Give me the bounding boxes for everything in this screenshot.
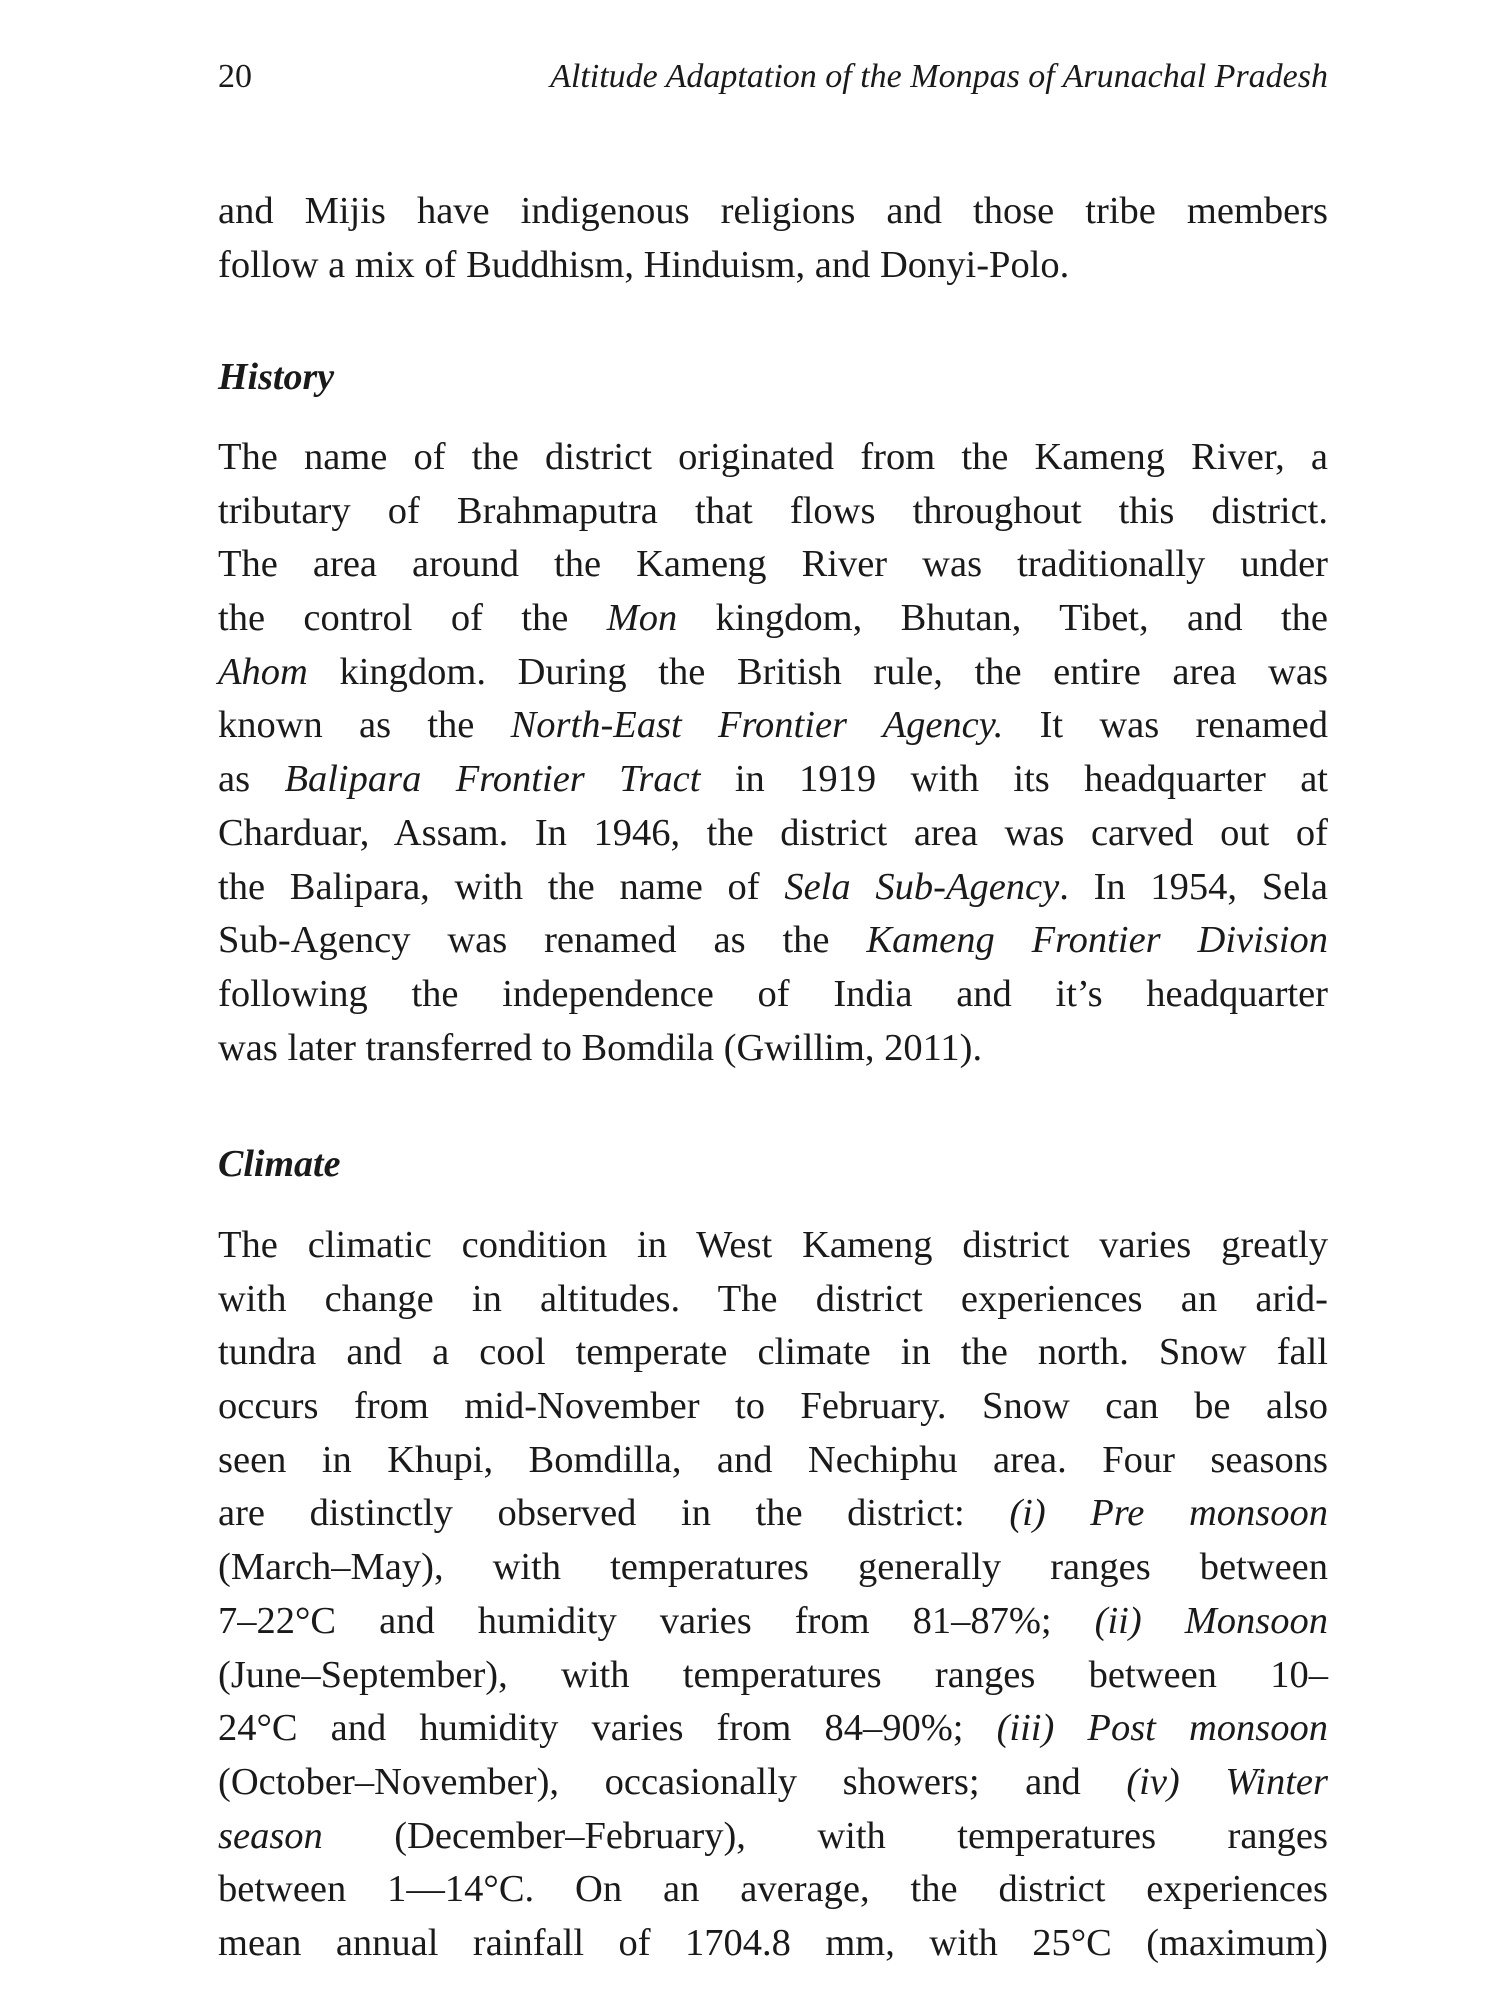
text-line <box>218 753 1328 807</box>
text-segment: and Mijis have indigenous religions and those tribe members <box>218 190 1328 232</box>
text-line <box>218 1917 1328 1971</box>
text-segment: as <box>218 758 285 801</box>
italic-text: North-East Frontier Agency. <box>510 704 1004 747</box>
text-line <box>218 1380 1328 1434</box>
climate-paragraph <box>218 1219 1328 1971</box>
text-line <box>218 1702 1328 1756</box>
text-segment: (December–February), with temperatures ranges <box>322 1814 1328 1857</box>
text-segment: tundra and a cool temperate climate in the north. Snow fall <box>218 1331 1328 1374</box>
text-segment: Sub-Agency was renamed as the <box>218 919 867 962</box>
history-heading: History <box>218 356 335 398</box>
italic-text: Sela Sub-Agency <box>784 865 1060 908</box>
text-segment: the control of the <box>218 597 607 640</box>
text-line <box>218 185 1328 239</box>
italic-text: Kameng Frontier Division <box>866 919 1328 962</box>
text-line <box>218 861 1328 915</box>
text-segment: following the independence of India and it’s headquarter <box>218 972 1328 1015</box>
text-segment: known as the <box>218 704 511 747</box>
climate-heading: Climate <box>218 1143 341 1185</box>
text-segment: The area around the Kameng River was traditionally under <box>218 543 1328 586</box>
italic-text: season <box>218 1814 323 1857</box>
italic-text: (ii) Monsoon <box>1094 1599 1329 1642</box>
text-line <box>218 968 1328 1022</box>
text-line <box>218 239 1328 293</box>
text-line <box>218 485 1328 539</box>
text-line <box>218 699 1328 753</box>
text-segment: 24°C and humidity varies from 84–90%; <box>218 1707 997 1750</box>
text-segment: seen in Khupi, Bomdilla, and Nechiphu area. Four seasons <box>218 1438 1328 1481</box>
italic-text: (i) Pre monsoon <box>1009 1492 1328 1535</box>
italic-text: Balipara Frontier Tract <box>284 758 701 801</box>
text-line <box>218 1595 1328 1649</box>
text-segment: are distinctly observed in the district: <box>218 1492 1010 1535</box>
text-segment: was later transferred to Bomdila (Gwillim, 2011). <box>218 1026 983 1069</box>
text-line <box>218 1219 1328 1273</box>
italic-text: Ahom <box>218 650 308 693</box>
text-segment: It was renamed <box>1003 704 1328 747</box>
text-line <box>218 1326 1328 1380</box>
text-segment: occurs from mid-November to February. Snow can be also <box>218 1385 1328 1428</box>
text-line <box>218 1273 1328 1327</box>
italic-text: Mon <box>606 597 678 640</box>
text-line <box>218 592 1328 646</box>
text-segment: The name of the district originated from the Kameng River, a <box>218 436 1328 478</box>
text-segment: kingdom, Bhutan, Tibet, and the <box>677 597 1328 640</box>
text-line <box>218 1022 1328 1076</box>
text-segment: The climatic condition in West Kameng district varies greatly <box>218 1224 1328 1266</box>
running-title: Altitude Adaptation of the Monpas of Arunachal Pradesh <box>550 58 1328 95</box>
text-segment: 7–22°C and humidity varies from 81–87%; <box>218 1599 1095 1642</box>
text-segment: (October–November), occasionally showers; and <box>218 1760 1127 1803</box>
text-segment: in 1919 with its headquarter at <box>700 758 1328 801</box>
text-line <box>218 538 1328 592</box>
text-segment: tributary of Brahmaputra that flows throughout this district. <box>218 489 1328 532</box>
running-header <box>218 58 1328 104</box>
history-paragraph <box>218 431 1328 1075</box>
text-segment: the Balipara, with the name of <box>218 865 785 908</box>
text-line <box>218 807 1328 861</box>
text-line <box>218 431 1328 485</box>
text-segment: follow a mix of Buddhism, Hinduism, and Donyi-Polo. <box>218 243 1070 286</box>
page-number: 20 <box>218 58 252 95</box>
text-segment: (March–May), with temperatures generally ranges between <box>218 1546 1328 1589</box>
text-line <box>218 1756 1328 1810</box>
text-segment: kingdom. During the British rule, the entire area was <box>307 650 1328 693</box>
text-line <box>218 914 1328 968</box>
text-line <box>218 1810 1328 1864</box>
text-segment: mean annual rainfall of 1704.8 mm, with 25°C (maximum) <box>218 1921 1328 1964</box>
text-line <box>218 1541 1328 1595</box>
text-segment: between 1—14°C. On an average, the district experiences <box>218 1868 1328 1911</box>
text-line <box>218 1487 1328 1541</box>
text-segment: (June–September), with temperatures ranges between 10– <box>218 1653 1328 1696</box>
text-segment: Charduar, Assam. In 1946, the district area was carved out of <box>218 811 1328 854</box>
intro-paragraph <box>218 185 1328 292</box>
italic-text: (iv) Winter <box>1126 1760 1328 1803</box>
text-line <box>218 646 1328 700</box>
italic-text: (iii) Post monsoon <box>996 1707 1329 1750</box>
text-line <box>218 1863 1328 1917</box>
text-segment: . In 1954, Sela <box>1059 865 1328 908</box>
text-line <box>218 1649 1328 1703</box>
text-segment: with change in altitudes. The district experiences an arid- <box>218 1277 1328 1320</box>
text-line <box>218 1434 1328 1488</box>
